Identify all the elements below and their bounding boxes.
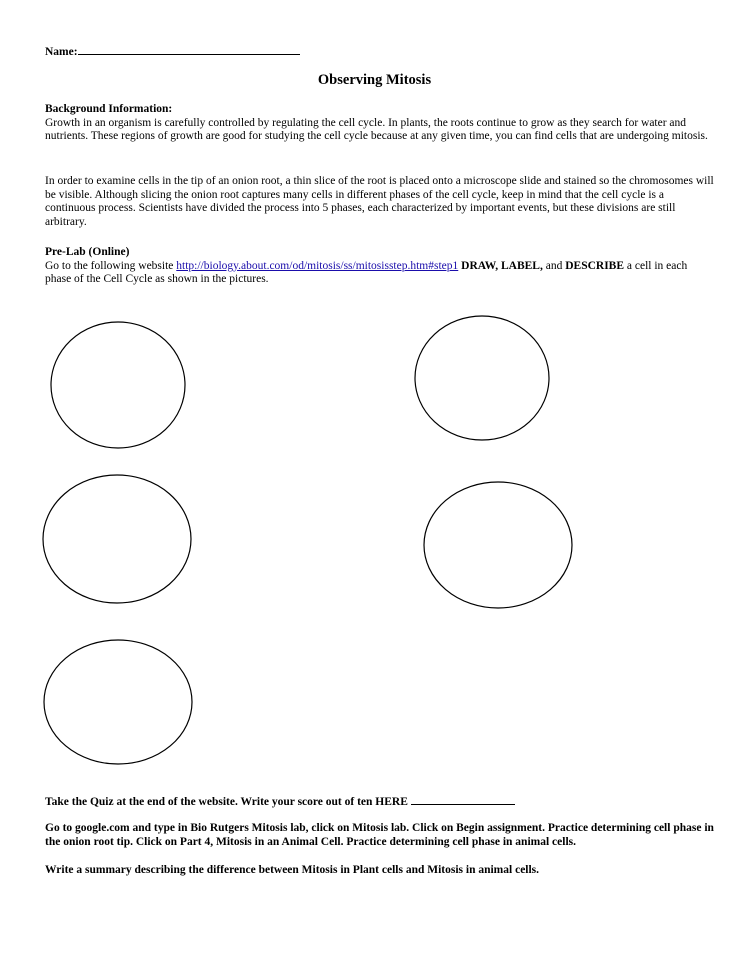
page-title: Observing Mitosis [317,72,432,88]
describe-keyword: DESCRIBE [565,259,625,272]
draw-keyword: DRAW, [461,259,499,272]
drawing-circle-3[interactable] [43,475,191,603]
drawing-circle-4[interactable] [424,482,572,608]
name-label: Name: [45,46,78,58]
drawing-circle-5[interactable] [44,640,192,764]
rutgers-instruction: Go to google.com and type in Bio Rutgers Mitosis lab, click on Mitosis lab. Click on Begin assignment. Practice determining cell phase in the onion root tip. Click on Part 4, Mitosis in an Animal Cell. Practice determining cell phase in animal cells. [45,822,714,848]
background-paragraph-2: In order to examine cells in the tip of an onion root, a thin slice of the root is placed onto a microscope slide and stained so the chromosomes will be visible. Although slicing the onion root captures many cells in different phases of the cell cycle, keep in mind that the cell cycle is a continuous process. Scientists have divided the process into 5 phases, each characterized by important events, but these divisions are still arbitrary. [45,175,714,228]
summary-instruction: Write a summary describing the difference between Mitosis in Plant cells and Mitosis in animal cells. [45,864,540,876]
name-blank-line[interactable] [78,44,300,55]
prelab-intro: Go to the following website [45,259,177,272]
background-heading: Background Information: [45,103,173,115]
drawing-circle-1[interactable] [51,322,185,448]
prelab-instructions [45,260,715,287]
quiz-instruction [45,794,715,810]
background-section [45,103,715,144]
prelab-rest: a cell in each phase of the Cell Cycle as shown in the pictures. [45,259,688,285]
mitosis-website-link[interactable]: http://biology.about.com/od/mitosis/ss/mitosisstep.htm#step1 [176,259,459,272]
quiz-score-blank[interactable] [411,794,515,805]
background-paragraph-1: Growth in an organism is carefully controlled by regulating the cell cycle. In plants, the roots continue to grow as they search for water and nutrients. These regions of growth are good for studying the cell cycle because at any given time, you can find cells that are undergoing mitosis. [45,116,708,142]
prelab-heading: Pre-Lab (Online) [45,246,130,258]
drawing-circle-2[interactable] [415,316,549,440]
and-word: and [545,259,563,272]
label-keyword: LABEL, [500,259,543,272]
prelab-section [45,246,715,287]
name-field[interactable] [45,44,300,60]
quiz-text: Take the Quiz at the end of the website. Write your score out of ten HERE [45,796,408,808]
